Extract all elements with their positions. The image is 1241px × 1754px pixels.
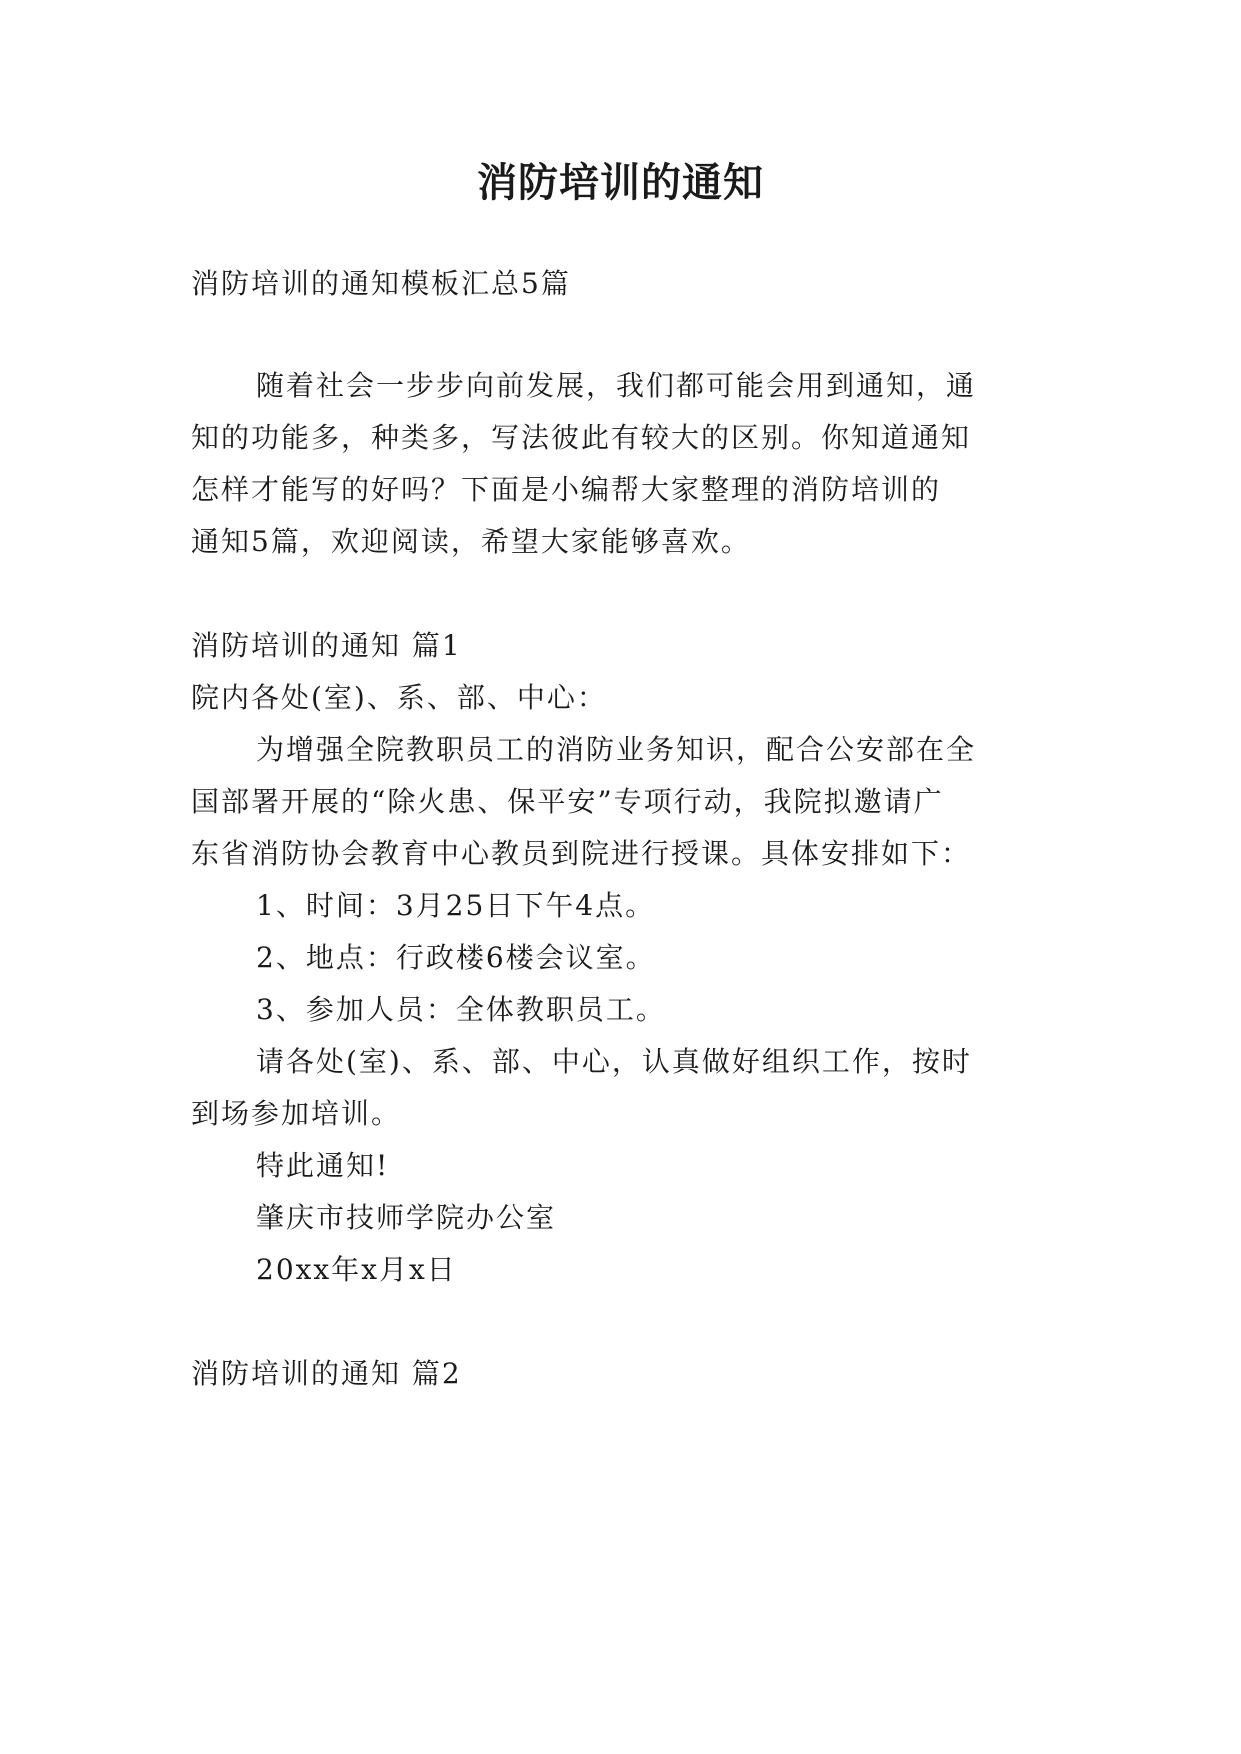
section1-item-time: 1、时间：3月25日下午4点。 [256,889,656,922]
intro-line-1: 随着社会一步步向前发展，我们都可能会用到通知，通 [256,369,977,402]
section1-request-line-2: 到场参加培训。 [191,1097,402,1130]
section1-salutation: 院内各处(室)、系、部、中心： [191,681,607,714]
section1-item-attendees: 3、参加人员：全体教职员工。 [256,993,666,1026]
intro-line-4: 通知5篇，欢迎阅读，希望大家能够喜欢。 [191,525,751,558]
section1-date: 20xx年x月x日 [256,1253,457,1286]
section1-request-line-1: 请各处(室)、系、部、中心，认真做好组织工作，按时 [256,1045,972,1078]
document-subtitle: 消防培训的通知模板汇总5篇 [191,267,571,300]
section1-closing: 特此通知! [256,1149,390,1182]
intro-line-3: 怎样才能写的好吗？下面是小编帮大家整理的消防培训的 [191,473,942,506]
section2-heading: 消防培训的通知 篇2 [191,1357,462,1390]
section1-body-line-3: 东省消防协会教育中心教员到院进行授课。具体安排如下： [191,837,972,870]
section1-body-line-2: 国部署开展的“除火患、保平安”专项行动，我院拟邀请广 [191,785,944,818]
section1-body-line-1: 为增强全院教职员工的消防业务知识，配合公安部在全 [256,733,977,766]
section1-signature: 肇庆市技师学院办公室 [256,1201,557,1234]
document-title: 消防培训的通知 [477,160,764,206]
intro-line-2: 知的功能多，种类多，写法彼此有较大的区别。你知道通知 [191,421,972,454]
section1-heading: 消防培训的通知 篇1 [191,629,462,662]
section1-item-location: 2、地点：行政楼6楼会议室。 [256,941,656,974]
